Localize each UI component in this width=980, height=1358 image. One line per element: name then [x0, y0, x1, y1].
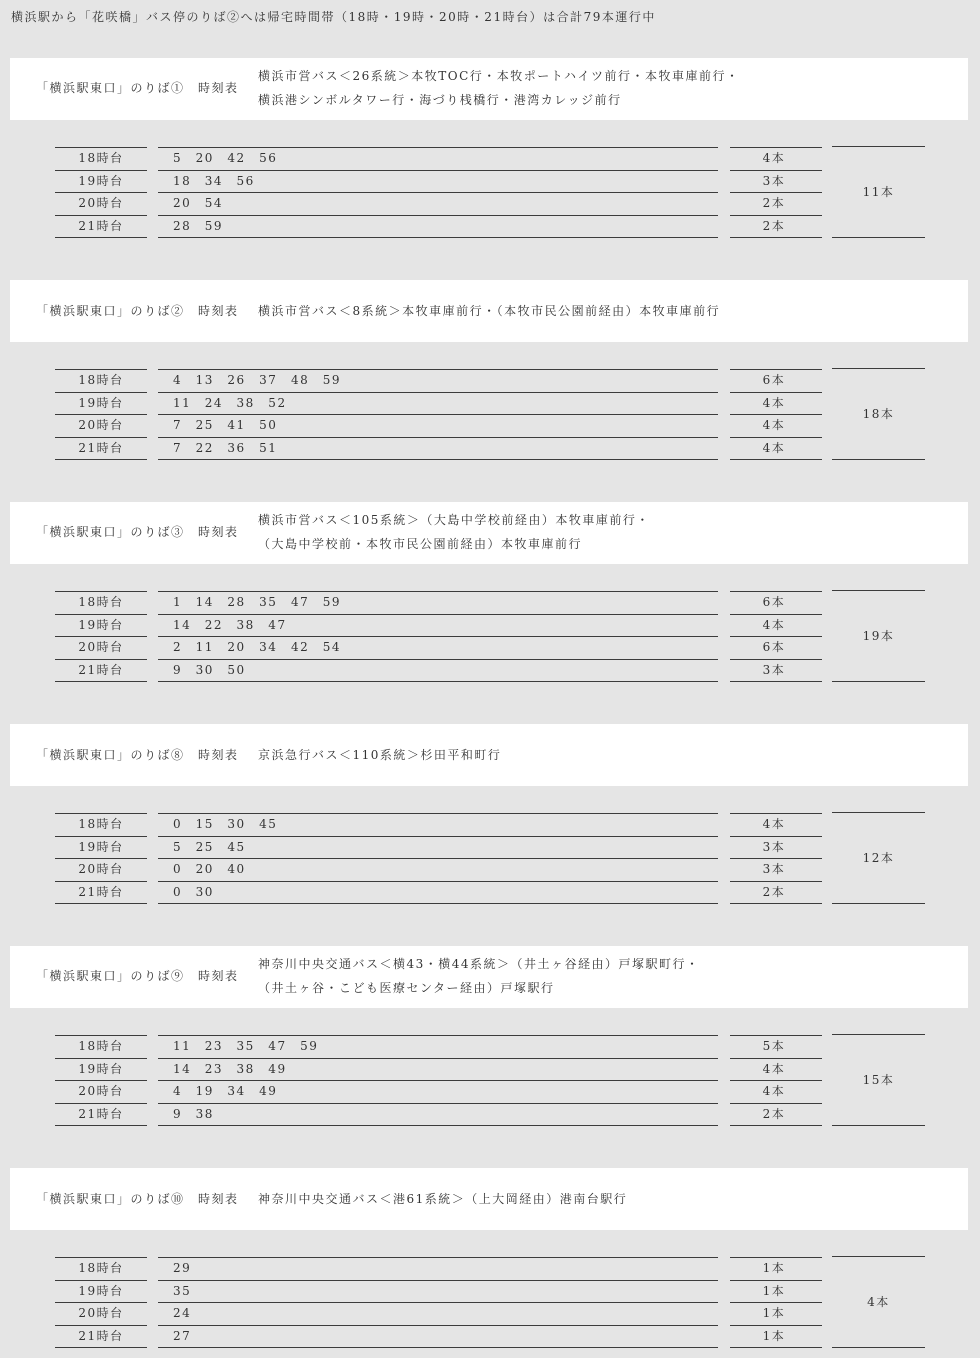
total-cell: 12本	[862, 851, 895, 865]
minutes-cell: 9 30 50	[173, 663, 246, 677]
total-top-rule	[832, 368, 925, 369]
hour-cell: 20時台	[78, 862, 124, 876]
row-rule	[158, 237, 718, 238]
minutes-cell: 7 25 41 50	[173, 418, 278, 432]
section-header	[10, 724, 968, 786]
count-cell: 4本	[762, 1084, 786, 1098]
minutes-cell: 5 25 45	[173, 840, 246, 854]
count-cell: 2本	[762, 196, 786, 210]
count-cell: 6本	[762, 373, 786, 387]
count-cell: 2本	[762, 219, 786, 233]
minutes-cell: 11 24 38 52	[173, 396, 287, 410]
hour-cell: 18時台	[78, 1039, 124, 1053]
minutes-cell: 14 22 38 47	[173, 618, 287, 632]
hour-cell: 18時台	[78, 817, 124, 831]
minutes-cell: 14 23 38 49	[173, 1062, 287, 1076]
hour-cell: 19時台	[78, 1062, 124, 1076]
count-cell: 1本	[762, 1306, 786, 1320]
row-rule	[730, 237, 822, 238]
count-cell: 3本	[762, 174, 786, 188]
row-rule	[55, 681, 147, 682]
hour-cell: 19時台	[78, 1284, 124, 1298]
hour-cell: 20時台	[78, 196, 124, 210]
total-cell: 19本	[862, 629, 895, 643]
minutes-cell: 27	[173, 1329, 192, 1343]
minutes-cell: 24	[173, 1306, 192, 1320]
count-cell: 1本	[762, 1284, 786, 1298]
minutes-cell: 7 22 36 51	[173, 441, 278, 455]
count-cell: 1本	[762, 1261, 786, 1275]
route-description: 横浜市営バス＜26系統＞本牧TOC行・本牧ポートハイツ前行・本牧車庫前行・	[258, 69, 740, 83]
minutes-cell: 29	[173, 1261, 192, 1275]
count-cell: 4本	[762, 817, 786, 831]
hour-cell: 21時台	[78, 663, 124, 677]
minutes-cell: 4 19 34 49	[173, 1084, 278, 1098]
count-cell: 4本	[762, 618, 786, 632]
count-cell: 2本	[762, 1107, 786, 1121]
total-bottom-rule	[832, 459, 925, 460]
minutes-cell: 2 11 20 34 42 54	[173, 640, 341, 654]
hour-cell: 19時台	[78, 396, 124, 410]
minutes-cell: 1 14 28 35 47 59	[173, 595, 341, 609]
section-header	[10, 280, 968, 342]
minutes-cell: 28 59	[173, 219, 224, 233]
minutes-cell: 20 54	[173, 196, 224, 210]
section-title: 「横浜駅東口」のりば⑨ 時刻表	[36, 969, 239, 983]
hour-cell: 20時台	[78, 1306, 124, 1320]
total-cell: 4本	[867, 1295, 890, 1309]
count-cell: 4本	[762, 418, 786, 432]
row-rule	[55, 1125, 147, 1126]
section-title: 「横浜駅東口」のりば⑧ 時刻表	[36, 748, 239, 762]
section-title: 「横浜駅東口」のりば③ 時刻表	[36, 525, 239, 539]
minutes-cell: 4 13 26 37 48 59	[173, 373, 341, 387]
total-bottom-rule	[832, 681, 925, 682]
row-rule	[730, 459, 822, 460]
hour-cell: 18時台	[78, 1261, 124, 1275]
hour-cell: 20時台	[78, 418, 124, 432]
route-description: 横浜市営バス＜8系統＞本牧車庫前行・（本牧市民公園前経由）本牧車庫前行	[258, 304, 721, 318]
minutes-cell: 18 34 56	[173, 174, 255, 188]
count-cell: 4本	[762, 396, 786, 410]
count-cell: 3本	[762, 840, 786, 854]
section-header	[10, 58, 968, 120]
count-cell: 3本	[762, 663, 786, 677]
route-description: 神奈川中央交通バス＜港61系統＞（上大岡経由）港南台駅行	[258, 1192, 628, 1206]
route-description: 横浜港シンボルタワー行・海づり桟橋行・港湾カレッジ前行	[258, 93, 622, 107]
total-top-rule	[832, 146, 925, 147]
minutes-cell: 5 20 42 56	[173, 151, 278, 165]
count-cell: 2本	[762, 885, 786, 899]
route-description: 京浜急行バス＜110系統＞杉田平和町行	[258, 748, 502, 762]
hour-cell: 18時台	[78, 151, 124, 165]
hour-cell: 20時台	[78, 1084, 124, 1098]
hour-cell: 19時台	[78, 174, 124, 188]
total-bottom-rule	[832, 903, 925, 904]
count-cell: 6本	[762, 640, 786, 654]
row-rule	[55, 459, 147, 460]
total-bottom-rule	[832, 1125, 925, 1126]
row-rule	[730, 1347, 822, 1348]
total-cell: 15本	[862, 1073, 895, 1087]
row-rule	[158, 459, 718, 460]
minutes-cell: 35	[173, 1284, 192, 1298]
row-rule	[158, 1125, 718, 1126]
minutes-cell: 9 38	[173, 1107, 214, 1121]
count-cell: 1本	[762, 1329, 786, 1343]
row-rule	[55, 903, 147, 904]
route-description: 横浜市営バス＜105系統＞（大島中学校前経由）本牧車庫前行・	[258, 513, 650, 527]
minutes-cell: 11 23 35 47 59	[173, 1039, 319, 1053]
row-rule	[730, 681, 822, 682]
count-cell: 6本	[762, 595, 786, 609]
count-cell: 4本	[762, 441, 786, 455]
total-bottom-rule	[832, 237, 925, 238]
hour-cell: 21時台	[78, 885, 124, 899]
total-cell: 11本	[862, 185, 895, 199]
row-rule	[158, 1347, 718, 1348]
hour-cell: 18時台	[78, 373, 124, 387]
total-top-rule	[832, 812, 925, 813]
section-title: 「横浜駅東口」のりば⑩ 時刻表	[36, 1192, 239, 1206]
row-rule	[158, 681, 718, 682]
hour-cell: 18時台	[78, 595, 124, 609]
hour-cell: 21時台	[78, 219, 124, 233]
hour-cell: 20時台	[78, 640, 124, 654]
count-cell: 3本	[762, 862, 786, 876]
row-rule	[55, 1347, 147, 1348]
hour-cell: 19時台	[78, 618, 124, 632]
route-description: 神奈川中央交通バス＜横43・横44系統＞（井土ヶ谷経由）戸塚駅町行・	[258, 957, 700, 971]
row-rule	[55, 237, 147, 238]
row-rule	[730, 903, 822, 904]
hour-cell: 21時台	[78, 441, 124, 455]
total-top-rule	[832, 1256, 925, 1257]
hour-cell: 21時台	[78, 1329, 124, 1343]
minutes-cell: 0 20 40	[173, 862, 246, 876]
minutes-cell: 0 30	[173, 885, 214, 899]
route-description: （井土ヶ谷・こども医療センター経由）戸塚駅行	[258, 981, 555, 995]
section-title: 「横浜駅東口」のりば② 時刻表	[36, 304, 239, 318]
total-cell: 18本	[862, 407, 895, 421]
page-headline: 横浜駅から「花咲橋」バス停のりば②へは帰宅時間帯（18時・19時・20時・21時台）は合計79本運行中	[11, 10, 656, 24]
total-top-rule	[832, 590, 925, 591]
hour-cell: 19時台	[78, 840, 124, 854]
hour-cell: 21時台	[78, 1107, 124, 1121]
section-header	[10, 946, 968, 1008]
total-top-rule	[832, 1034, 925, 1035]
row-rule	[730, 1125, 822, 1126]
count-cell: 5本	[762, 1039, 786, 1053]
count-cell: 4本	[762, 151, 786, 165]
section-title: 「横浜駅東口」のりば① 時刻表	[36, 81, 239, 95]
count-cell: 4本	[762, 1062, 786, 1076]
row-rule	[158, 903, 718, 904]
section-header	[10, 1168, 968, 1230]
section-header	[10, 502, 968, 564]
total-bottom-rule	[832, 1347, 925, 1348]
minutes-cell: 0 15 30 45	[173, 817, 278, 831]
route-description: （大島中学校前・本牧市民公園前経由）本牧車庫前行	[258, 537, 583, 551]
